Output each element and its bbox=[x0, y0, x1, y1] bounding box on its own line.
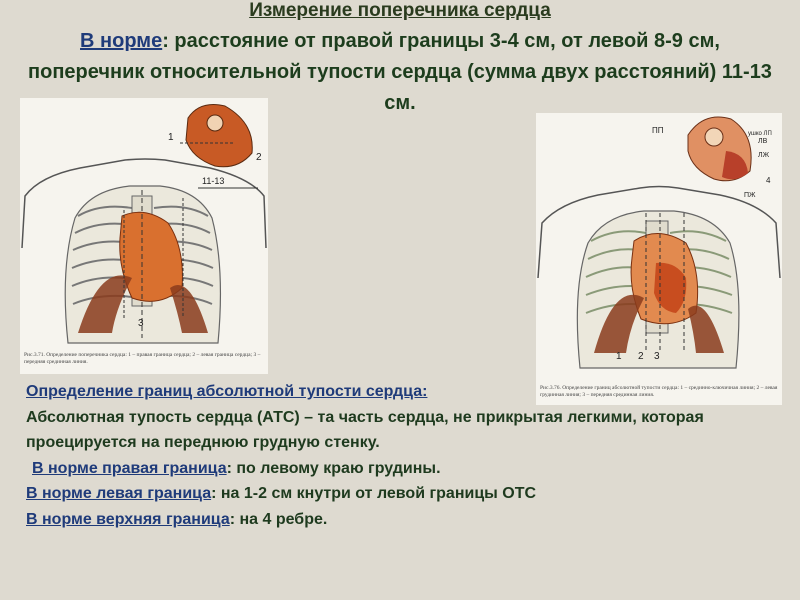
norm-text: : расстояние от правой границы 3-4 см, от левой 8-9 см, поперечник относительной тупости сердца (сумма двух расстояний) 11-13 см. bbox=[28, 30, 772, 114]
fig1-dimension-label: 11-13 bbox=[202, 176, 225, 186]
left-border-text: : на 1-2 см кнутри от левой границы ОТС bbox=[211, 485, 537, 502]
section-heading: Определение границ абсолютной тупости сердца: bbox=[26, 383, 428, 400]
left-border-line bbox=[26, 481, 766, 507]
fig2-label-3: 3 bbox=[654, 351, 660, 362]
right-border-line bbox=[26, 456, 766, 482]
fig1-label-2: 2 bbox=[256, 152, 262, 163]
fig2-caption-text: 1 – срединно-ключичная линия; 2 – левая грудинная линия; 3 – передняя срединная линия. bbox=[540, 385, 778, 398]
fig2-caption-title: Рис.3.76. Определение границ абсолютной тупости сердца: bbox=[540, 385, 679, 391]
fig2-label-2: 2 bbox=[638, 351, 644, 362]
fig2-label-appendage: ушко ЛП bbox=[748, 131, 772, 137]
absolute-dullness-section bbox=[26, 379, 766, 532]
fig2-label-pp: ПП bbox=[652, 126, 664, 135]
section-definition: Абсолютная тупость сердца (АТС) – та часть сердца, не прикрытая легкими, которая проецируется на переднюю грудную стенку. bbox=[26, 408, 704, 451]
figure-heart-diameter bbox=[20, 98, 268, 374]
fig1-caption-title: Рис.3.71. Определение поперечника сердца: bbox=[24, 352, 127, 358]
norm-label: В норме bbox=[80, 30, 163, 52]
right-border-label: В норме правая граница bbox=[32, 459, 227, 477]
fig1-label-1: 1 bbox=[168, 132, 174, 143]
chest-illustration-1 bbox=[20, 98, 268, 374]
fig1-caption-text: 1 – правая граница сердца; 2 – левая граница сердца; 3 – передняя срединная линия. bbox=[24, 352, 261, 365]
upper-border-text: : на 4 ребре. bbox=[229, 510, 328, 528]
fig2-label-lv: ЛВ bbox=[758, 138, 768, 145]
fig1-caption bbox=[24, 352, 264, 366]
figure-absolute-dullness bbox=[536, 113, 782, 405]
fig2-label-1: 1 bbox=[616, 351, 622, 362]
upper-border-label: В норме верхняя граница bbox=[26, 510, 230, 528]
right-border-text: : по левому краю грудины. bbox=[226, 459, 441, 477]
chest-illustration-2 bbox=[536, 113, 782, 405]
fig2-label-lzh: ЛЖ bbox=[758, 152, 770, 159]
upper-border-line bbox=[26, 507, 766, 533]
fig2-label-4: 4 bbox=[766, 176, 771, 185]
page-title: Измерение поперечника сердца bbox=[249, 0, 551, 21]
fig2-label-pzh: ПЖ bbox=[744, 192, 756, 199]
fig1-label-3: 3 bbox=[138, 318, 144, 329]
left-border-label: В норме левая граница bbox=[26, 485, 212, 502]
